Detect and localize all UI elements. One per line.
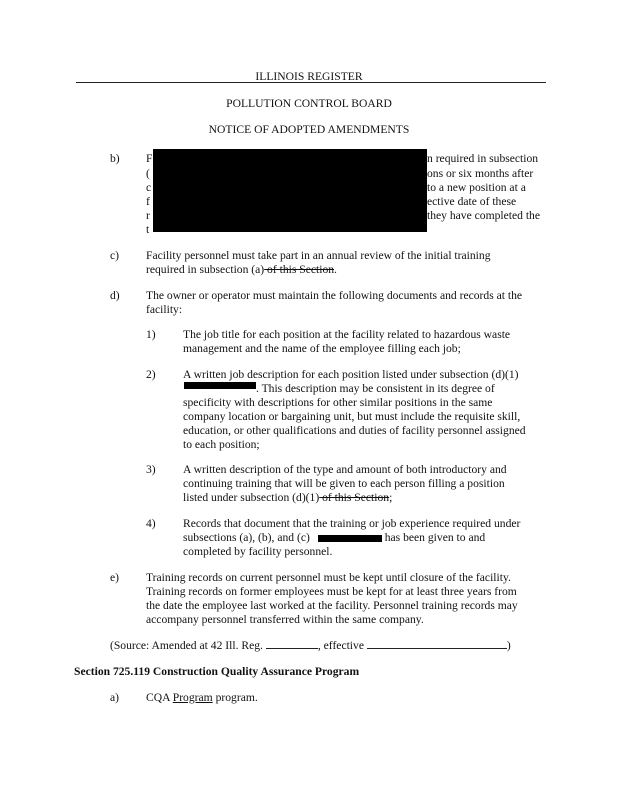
notice-title: NOTICE OF ADOPTED AMENDMENTS <box>208 123 410 136</box>
item-b-line2-start: ( <box>146 167 150 180</box>
item-e-line4: accompany personnel transferred within the same company. <box>146 613 424 626</box>
item-e-label: e) <box>110 571 120 584</box>
sub-item-2-line5: education, or other qualifications and duties of facility personnel assigned <box>183 424 526 437</box>
item-d-label: d) <box>110 289 120 302</box>
sub-item-2-line3: specificity with descriptions for other similar positions in the same <box>183 396 493 409</box>
sub-item-2-line1: A written job description for each position listed under subsection (d)(1) <box>183 368 519 381</box>
item-e-line1: Training records on current personnel must be kept until closure of the facility. <box>146 571 511 584</box>
sub-item-4-line3: completed by facility personnel. <box>183 545 333 558</box>
date-blank <box>367 637 507 649</box>
item-b-line1-end: n required in subsection <box>427 152 539 165</box>
item-c-line2: required in subsection (a) of this Section. <box>146 263 337 276</box>
item-b-line4-start: f <box>146 195 150 208</box>
sub-item-1-line2: management and the name of the employee filling each job; <box>183 342 461 355</box>
sub-item-3-num: 3) <box>146 463 156 476</box>
sub-item-4-num: 4) <box>146 517 156 530</box>
sub-item-3-line2: continuing training that will be given to each person filling a position <box>183 477 505 490</box>
item-b-line3-start: c <box>146 181 152 194</box>
sub-item-2-line4: company location or bargaining unit, but must include the requisite skill, <box>183 410 521 423</box>
sub-item-4-line1: Records that document that the training or job experience required under <box>183 517 521 530</box>
sub-item-3-line1: A written description of the type and amount of both introductory and <box>183 463 507 476</box>
item-b-line2-end: ons or six months after <box>427 167 534 180</box>
item-b-line6-start: t <box>146 223 150 236</box>
section-a-label: a) <box>110 691 120 704</box>
item-c-label: c) <box>110 249 120 262</box>
item-b-line3-end: to a new position at a <box>427 181 526 194</box>
item-b-label: b) <box>110 152 120 165</box>
item-b-line4-end: ective date of these <box>427 195 517 208</box>
register-title: ILLINOIS REGISTER <box>255 70 363 83</box>
section-heading: Section 725.119 Construction Quality Assurance Program <box>74 665 360 678</box>
board-title: POLLUTION CONTROL BOARD <box>226 97 392 110</box>
sub-item-2-line6: to each position; <box>183 438 260 451</box>
item-d-line1: The owner or operator must maintain the following documents and records at the <box>146 289 523 302</box>
inline-redaction <box>318 535 382 542</box>
sub-item-1-line1: The job title for each position at the facility related to hazardous waste <box>183 328 511 341</box>
small-redaction <box>184 382 256 389</box>
item-b-line1-start: F <box>146 152 153 165</box>
item-b-line5-end: they have completed the <box>427 209 540 222</box>
redaction-block <box>153 149 427 232</box>
register-blank <box>266 637 318 649</box>
section-a-text: CQA Program program. <box>146 691 258 704</box>
source-line: (Source: Amended at 42 Ill. Reg. , effective ) <box>110 639 511 652</box>
item-e-line3: the date the employee last worked at the facility. Personnel training records may <box>146 599 518 612</box>
sub-item-2-line2: . This description may be consistent in its degree of <box>256 382 495 395</box>
sub-item-1-num: 1) <box>146 328 156 341</box>
sub-item-3-line3: listed under subsection (d)(1) of this Section; <box>183 491 393 504</box>
sub-item-4-line2: subsections (a), (b), and (c) has been given to and <box>183 531 486 544</box>
item-d-line2: facility: <box>146 303 183 316</box>
sub-item-2-num: 2) <box>146 368 156 381</box>
item-e-line2: Training records on former employees must be kept for at least three years from <box>146 585 517 598</box>
item-b-line5-start: r <box>146 209 150 222</box>
item-c-line1: Facility personnel must take part in an annual review of the initial training <box>146 249 491 262</box>
